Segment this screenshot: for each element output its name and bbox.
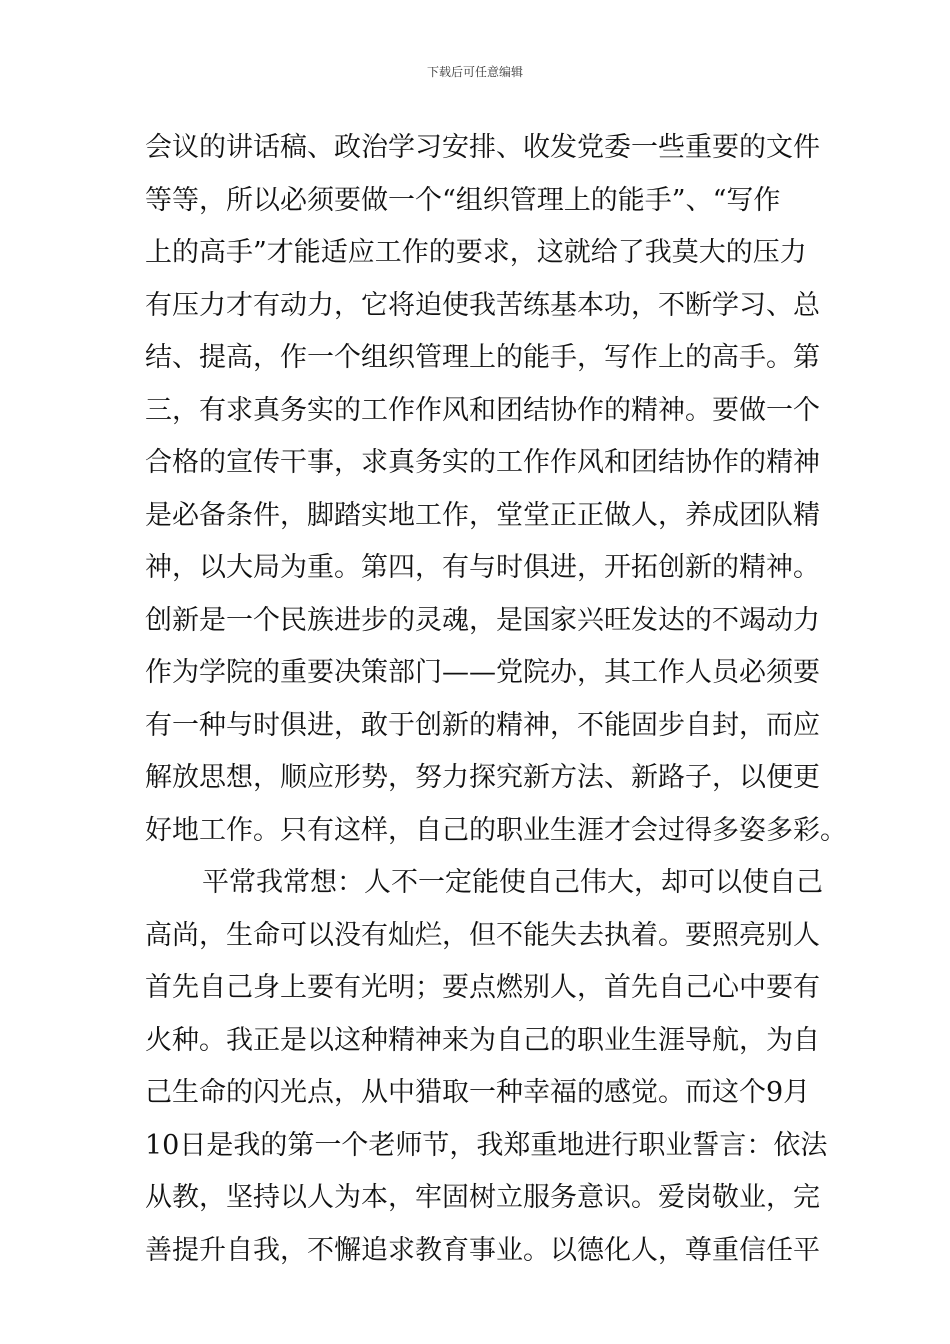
text-line: 结、提高，作一个组织管理上的能手，写作上的高手。第 [145,342,820,373]
paragraph-first-line: 平常我常想：人不一定能使自己伟大，却可以使自己 [202,867,823,898]
text-line: 神，以大局为重。第四，有与时俱进，开拓创新的精神。 [145,552,820,583]
text-line: 解放思想，顺应形势，努力探究新方法、新路子，以便更 [145,762,820,793]
text-line: 是必备条件，脚踏实地工作，堂堂正正做人，养成团队精 [145,499,820,531]
text-line: 好地工作。只有这样，自己的职业生涯才会过得多姿多彩。 [145,814,847,846]
text-line: 有一种与时俱进，敢于创新的精神，不能固步自封，而应 [145,709,820,741]
text-line: 上的高手”才能适应工作的要求，这就给了我莫大的压力 [145,237,807,268]
text-line: 创新是一个民族进步的灵魂，是国家兴旺发达的不竭动力 [145,604,820,636]
text-line: 火种。我正是以这种精神来为自己的职业生涯导航，为自 [145,1024,820,1056]
body-text [145,122,847,1277]
text-line: 等等，所以必须要做一个“组织管理上的能手”、“写作 [145,184,781,216]
text-line: 己生命的闪光点，从中猎取一种幸福的感觉。而这个9月 [145,1077,811,1108]
text-line: 10日是我的第一个老师节，我郑重地进行职业誓言：依法 [145,1129,828,1161]
text-line: 作为学院的重要决策部门——党院办，其工作人员必须要 [145,657,820,688]
text-line: 善提升自我，不懈追求教育事业。以德化人，尊重信任平 [145,1234,820,1266]
text-line: 首先自己身上要有光明；要点燃别人，首先自己心中要有 [145,972,820,1003]
text-line: 从教，坚持以人为本，牢固树立服务意识。爱岗敬业，完 [145,1182,820,1213]
text-line: 合格的宣传干事，求真务实的工作作风和团结协作的精神 [145,447,820,478]
page-header: 下载后可任意编辑 [426,65,523,79]
text-line: 高尚，生命可以没有灿烂，但不能失去执着。要照亮别人 [145,919,820,951]
text-line: 三，有求真务实的工作作风和团结协作的精神。要做一个 [145,394,820,426]
text-line: 有压力才有动力，它将迫使我苦练基本功，不断学习、总 [145,289,820,321]
text-line: 会议的讲话稿、政治学习安排、收发党委一些重要的文件 [145,132,820,163]
